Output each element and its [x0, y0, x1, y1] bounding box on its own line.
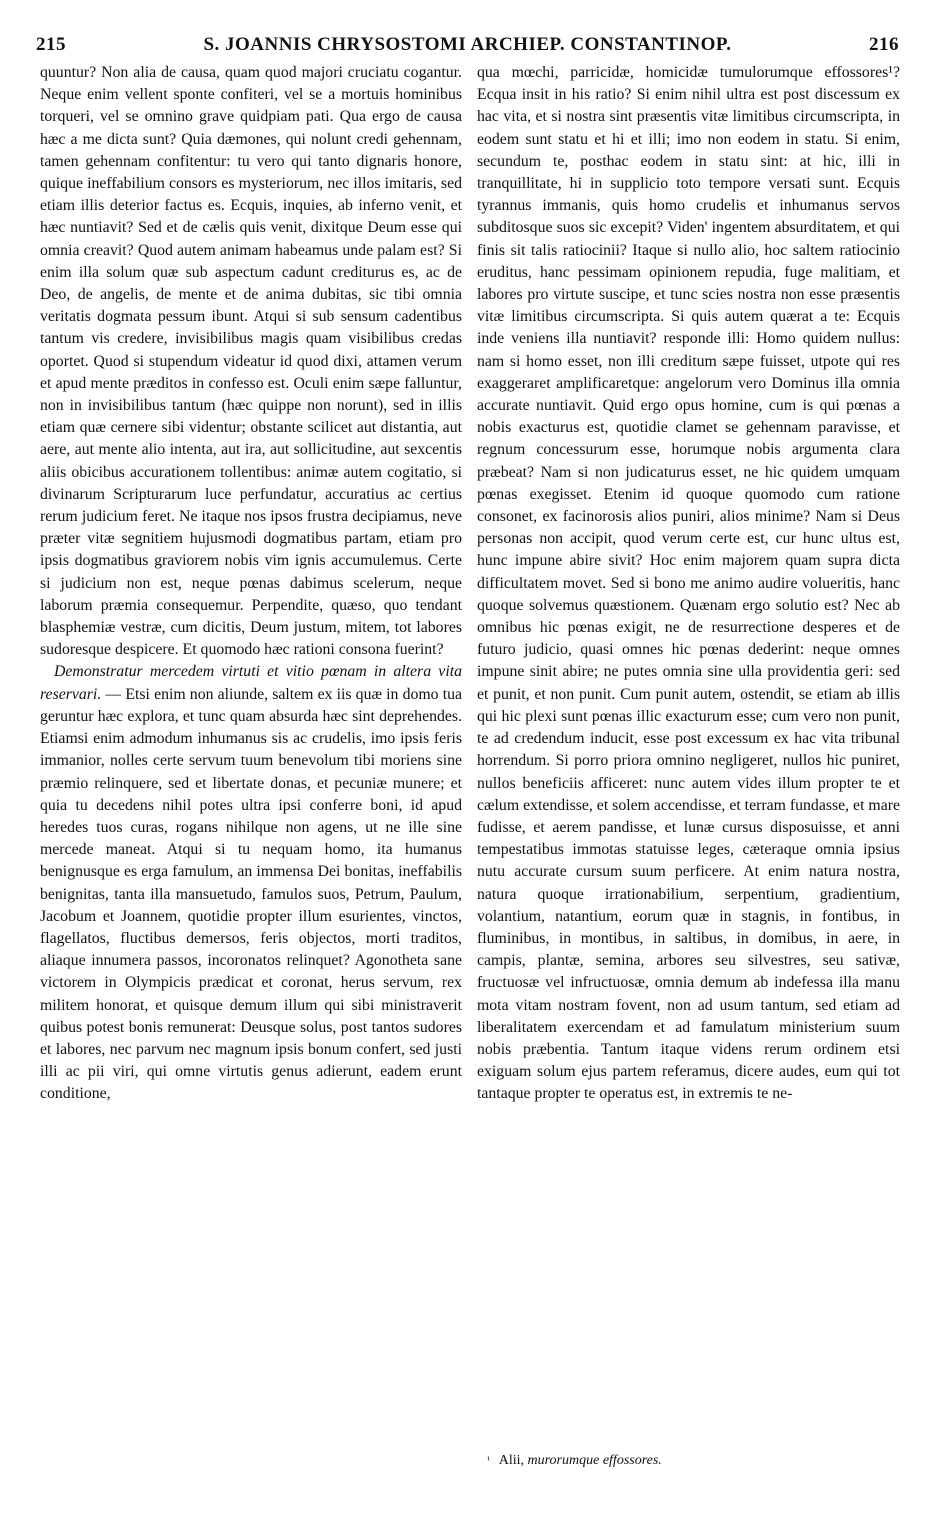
left-column — [40, 62, 462, 1472]
footnote — [487, 1452, 887, 1470]
footnote-text: murorumque effossores. — [527, 1453, 662, 1468]
right-column — [477, 62, 900, 1457]
running-header — [36, 34, 899, 58]
right-paragraph-1: qua mœchi, parricidæ, homicidæ tumulorumque effossores¹? Ecqua insit in his ratio? Si enim nihil ultra est post discessum ex hac vita, et si nostra sint præsentis vitæ limitibus circumscripta, in eodem sunt statu et hi et illi; imo non eodem in statu. Si enim, secundum te, posthac eodem in statu sint: at hic, illi in tranquillitate, hi in supplicio toto tempore versati sunt. Ecquis tyrannus immanis, quis homo crudelis et inhumanus servos subditosque suos sic excepit? Viden' ingentem absurditatem, et qui finis sit talis ratiocinii? Itaque si nullo alio, hoc saltem ratiocinio eruditus, hanc pessimam opinionem repudia, fuge malitiam, et labores pro virtute suscipe, et tunc scies nostra non esse præsentis vitæ limitibus circumscripta. Si quis autem quærat a te: Ecquis inde veniens illa nuntiavit? responde illi: Homo quidem nullus: nam si homo esset, non illi creditum sæpe fuisset, utpote qui res exaggeraret amplificaretque: angelorum vero Dominus illa omnia accurate nuntiavit. Quid ergo opus homine, cum is qui pœnas a nobis exacturus est, quotidie clamet se gehennam paravisse, et regnum concessurum esse, horumque nobis argumenta clara præbeat? Nam si non judicaturus esset, ne hic quidem umquam pœnas exegisset. Etenim id quoque quomodo cum ratione consonet, ex facinorosis alios puniri, alios minime? Nam si Deus personas non accipit, quod verum certe est, cur hunc ultus est, hunc impune abire sivit? Hoc enim majorem quam supra dicta difficultatem movet. Sed si bono me animo audire volueritis, hanc quoque solvemus quæstionem. Quænam ergo solutio est? Nec ab omnibus hic pœnas exigit, ne de resurrectione desperes et de futuro judicio, quasi omnes hic pœnas dederint: neque omnes impune sinit abire; ne putes omnia sine ulla providentia geri: sed et punit, et non punit. Cum punit autem, ostendit, se etiam ab illis qui hic plexi sunt pœnas illic exacturum esse; cum vero non punit, te ad credendum inducit, esse post excessum ex hac vita tribunal horrendum. Si porro priora omnino negligeret, nullos hic puniret, nullos beneficiis afficeret: nunc autem vides illum propter te et cælum extendisse, et solem accendisse, et terram fundasse, et mare fudisse, et aerem pandisse, et lunæ cursus disposuisse, et anni tempestatibus immotas statuisse leges, cæteraque omnia ipsius nutu accurate cursum suum perficere. At enim natura nostra, natura quoque irrationabilium, serpentium, gradientium, volantium, natantium, eorum quæ in stagnis, in fontibus, in fluminibus, in montibus, in saltibus, in domibus, in aere, in campis, plantæ, semina, arbores seu silvestres, seu sativæ, fructuosæ vel infructuosæ, omnia demum ab indefessa illa manu mota vitam nostram fovent, non ad usum tantum, sed etiam ad liberalitatem exercendam et ad famulatum ministerium suum nobis præbentia. Tantum itaque videns rerum ordinem etsi exiguam solum ejus partem referamus, dicere audes, eum qui tot tantaque propter te operatus est, in extremis te ne- — [477, 64, 900, 1103]
section-heading-text: Demonstratur mercedem virtuti et vitio pœnam in altera vita reservari. — [40, 663, 462, 703]
left-paragraph-1: quuntur? Non alia de causa, quam quod majori cruciatu cogantur. Neque enim vellent sponte confiteri, vel se a mortuis hominibus torqueri, vel se omnino grave quidpiam pati. Qua ergo de causa hæc a me dicta sunt? Quia dæmones, qui nolunt credi gehennam, tamen gehennam confitentur: tu vero qui tanto dignaris honore, quique ineffabilium consors es mysteriorum, nec illos imitaris, sed etiam illis deterior factus es. Ecquis, inquies, ab inferno venit, et hæc nuntiavit? Sed et de cælis quis venit, dixitque Deum esse qui omnia creavit? Quod autem animam habeamus unde palam est? Si enim illa solum quæ sub aspectum cadunt crediturus es, ac de Deo, de angelis, de mente et de anima dubitas, sic tibi omnia veritatis dogmata pessum ibunt. Atqui si sub sensum cadentibus tantum vis credere, invisibilibus magis quam visibilibus credas oportet. Quod si stupendum videatur id quod dixi, attamen verum et apud mente præditos in confesso est. Oculi enim sæpe falluntur, non in invisibilibus tantum (hæc quippe non norunt), sed in illis etiam quæ cernere sibi videntur; obstante scilicet aut distantia, aut aere, aut mente alio intenta, aut ira, aut sollicitudine, aut sexcentis aliis obicibus accurationem tollentibus: animæ autem cogitatio, si divinarum Scripturarum luce perfundatur, accuratius ac certius rerum judicium feret. Ne itaque nos ipsos frustra decipiamus, neve præter vitæ segnitiem hujusmodi dogmatibus partam, etiam pro ipsis dogmatibus graviorem nobis vim ignis accumulemus. Certe si judicium non est, neque pœnas dabimus scelerum, neque laborum præmia consequemur. Perpendite, quæso, quo tendant blasphemiæ vestræ, cum dicitis, Deum justum, mitem, tot labores sudoresque despicere. Et quomodo hæc rationi consona fuerint? — [40, 64, 462, 659]
section-heading — [40, 661, 462, 1105]
page-number-left: 215 — [36, 34, 66, 55]
footnote-mark: ¹ — [487, 1455, 490, 1466]
running-title: S. JOANNIS CHRYSOSTOMI ARCHIEP. CONSTANTINOP. — [203, 34, 732, 55]
left-paragraph-2: — Etsi enim non aliunde, saltem ex iis quæ in domo tua geruntur hæc explora, et tunc quam absurda hæc sint deprehendes. Etiamsi enim admodum inhumanus sis ac crudelis, imo ipsis feris immanior, nolles certe servum tuum benevolum tibi moriens sine præmio relinquere, sed et libertate donas, et pecuniæ munere; et quia tu decedens nihil potes ultra ipsi conferre boni, id apud heredes tuos curas, rogans nihilque non agens, ut ne ille sine mercede maneat. Atqui si tu nequam homo, ita humanus benignusque es erga famulum, an immensa Dei bonitas, ineffabilis benignitas, tanta illa mansuetudo, famulos suos, Petrum, Paulum, Jacobum et Joannem, quotidie propter illum esurientes, vinctos, flagellatos, fluctibus demersos, feris objectos, morti traditos, aliaque innumera passos, incoronatos relinquet? Agonotheta sane victorem in Olympicis prædicat et coronat, herus servum, rex militem honorat, et quisque demum illum qui sibi ministraverit quibus potest bonis remunerat: Deusque solus, post tantos sudores et labores, nec parvum nec magnum ipsis bonum confert, sed justi illi ac pii viri, qui omne virtutis genus adierunt, eadem erunt conditione, — [40, 685, 462, 1103]
page-number-right: 216 — [869, 34, 899, 55]
footnote-label: Alii, — [498, 1453, 525, 1468]
